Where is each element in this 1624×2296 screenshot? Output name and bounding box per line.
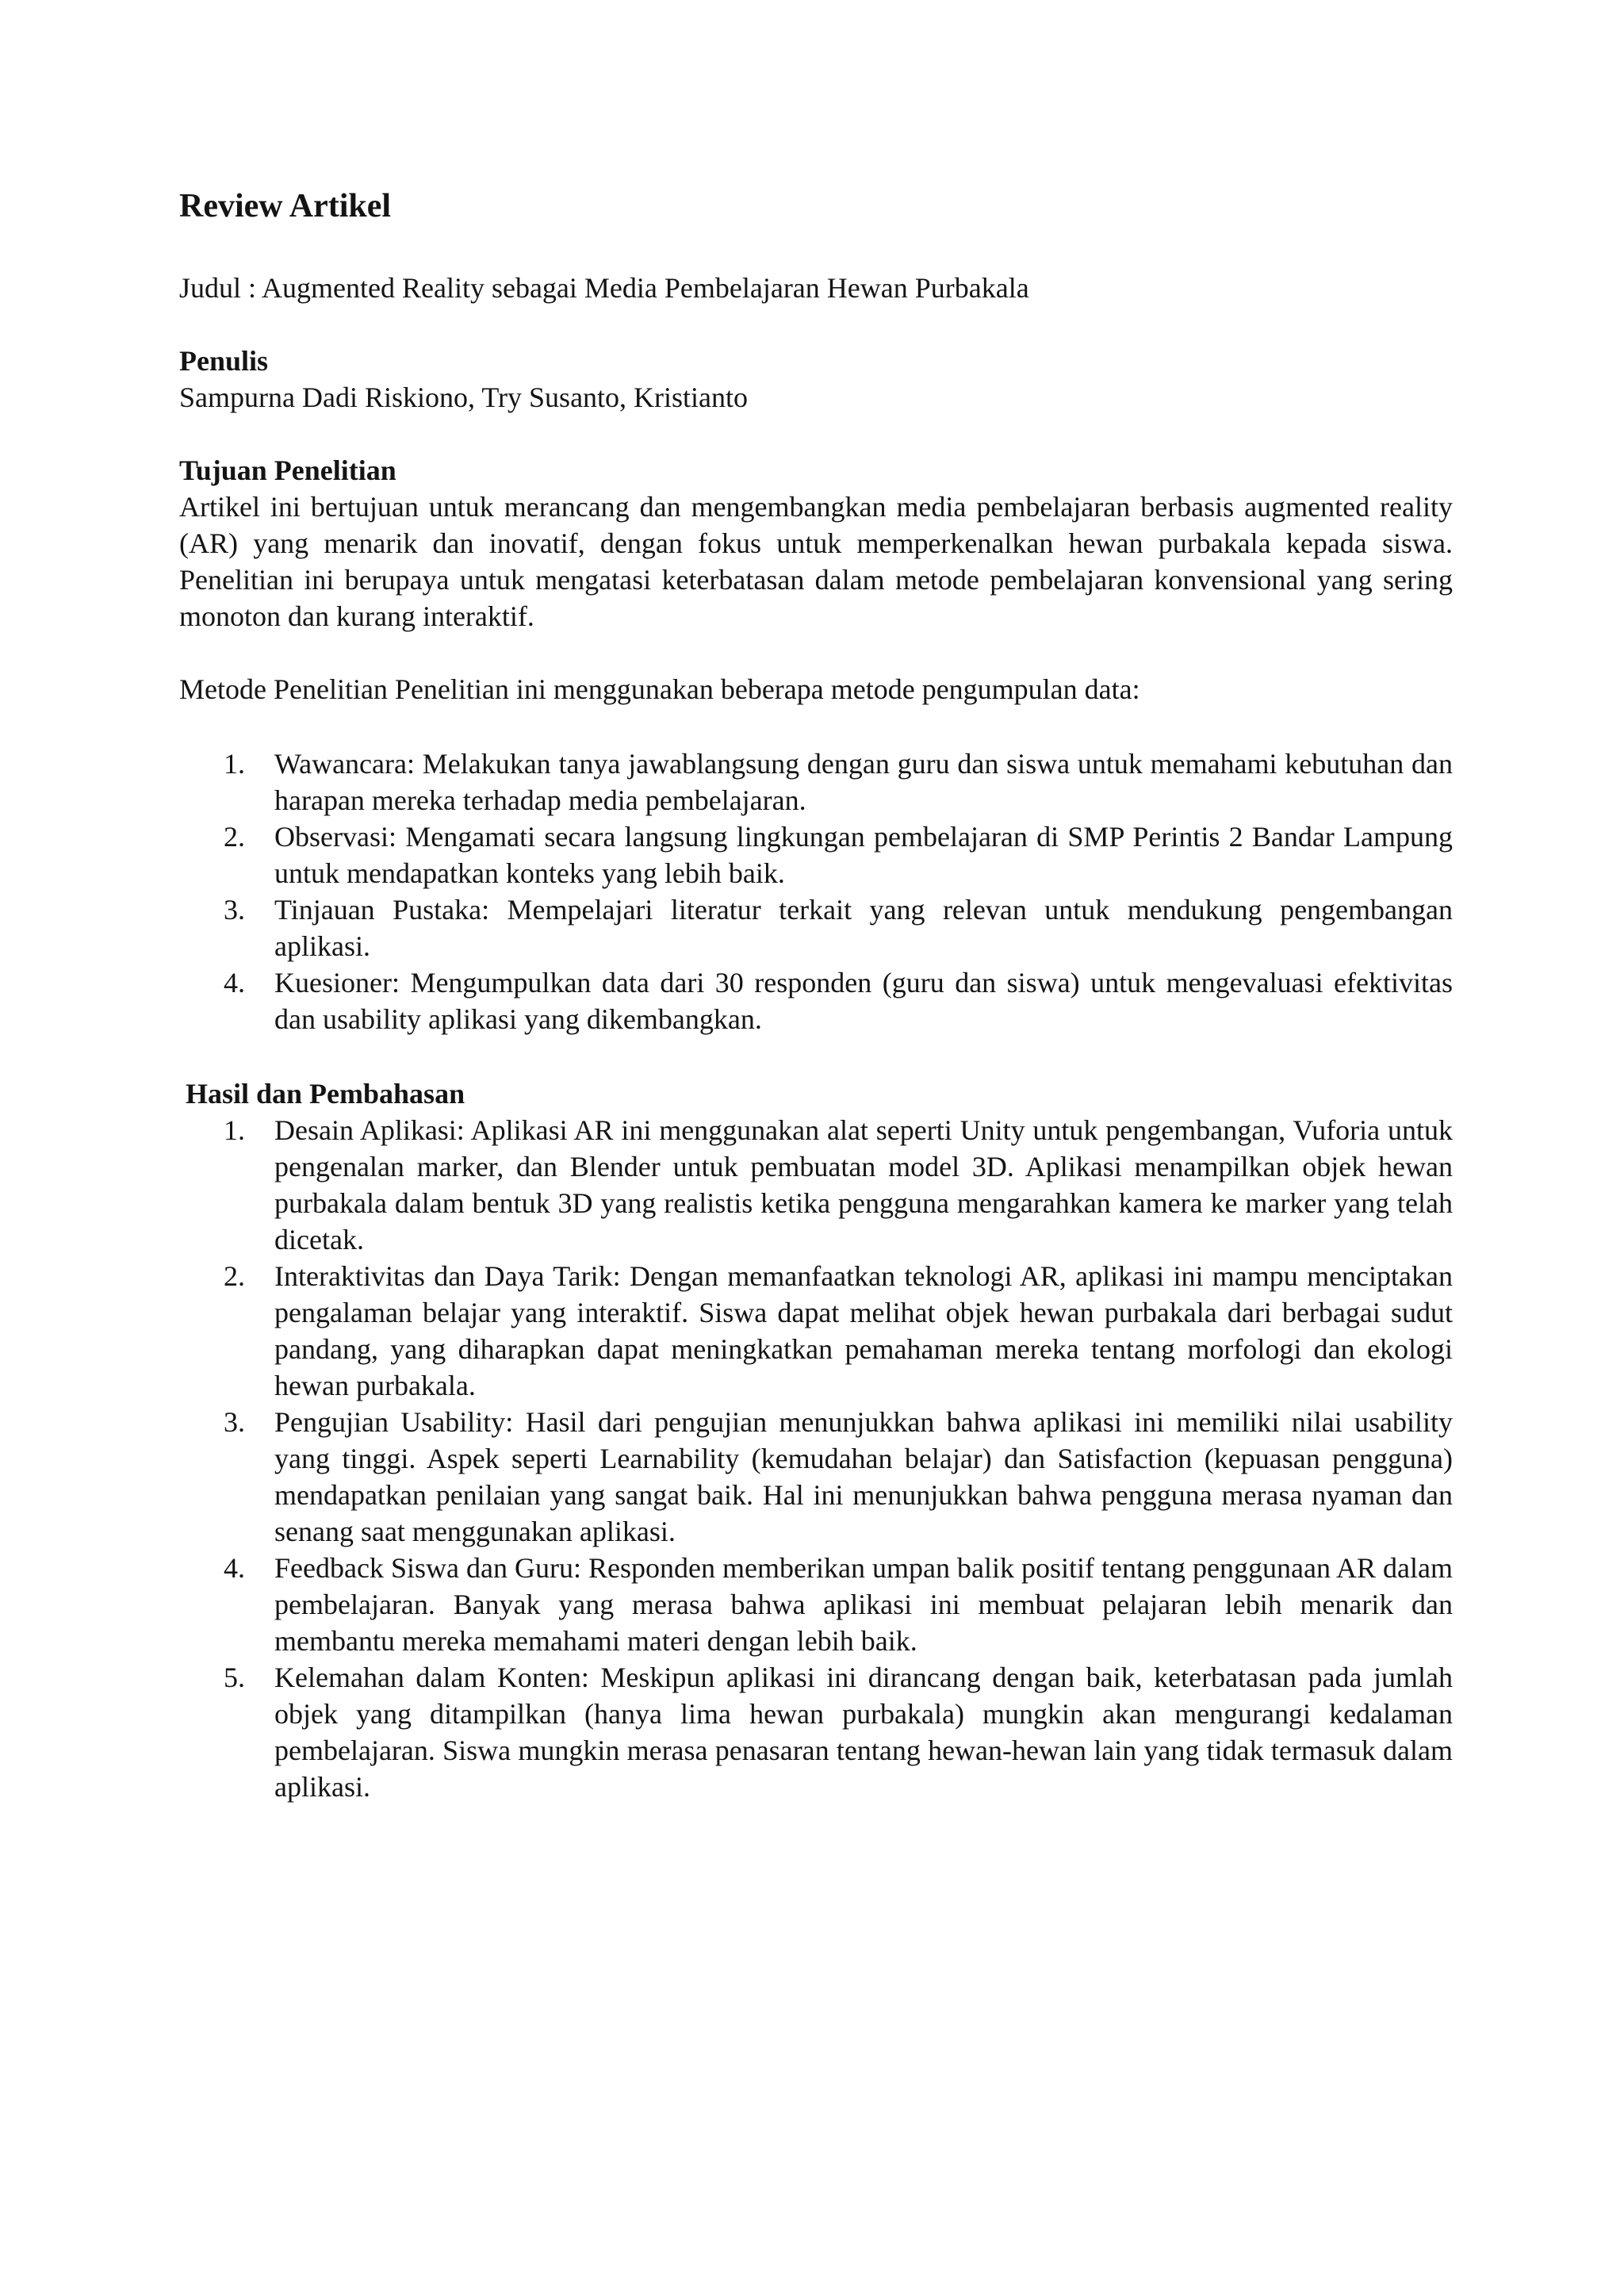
penulis-heading: Penulis	[179, 345, 269, 377]
list-item-text: Observasi: Mengamati secara langsung lingkungan pembelajaran di SMP Perintis 2 Bandar Lampung untuk mendapatkan konteks yang lebih baik.	[274, 821, 1453, 889]
list-number: 4.	[224, 1552, 245, 1584]
list-number: 2.	[224, 1260, 245, 1292]
hasil-list	[179, 1112, 1453, 1805]
list-number: 3.	[224, 894, 245, 926]
hasil-heading: Hasil dan Pembahasan	[186, 1078, 465, 1110]
spacer	[179, 634, 1453, 671]
spacer	[179, 1037, 1453, 1075]
list-item-text: Kuesioner: Mengumpulkan data dari 30 responden (guru dan siswa) untuk mengevaluasi efektivitas dan usability aplikasi yang dikembangkan.	[274, 967, 1453, 1035]
tujuan-heading: Tujuan Penelitian	[179, 454, 396, 486]
list-item-text: Kelemahan dalam Konten: Meskipun aplikasi ini dirancang dengan baik, keterbatasan pada jumlah objek yang ditampilkan (hanya lima hewan purbakala) mungkin akan mengurangi kedalaman pembelajaran. Siswa mungkin merasa penasaran tentang hewan-hewan lain yang tidak termasuk dalam aplikasi.	[274, 1662, 1453, 1803]
spacer	[179, 306, 1453, 343]
list-number: 1.	[224, 1114, 245, 1146]
list-item	[179, 1404, 1453, 1550]
list-number: 1.	[224, 748, 245, 780]
list-item	[179, 1550, 1453, 1659]
list-item-text: Tinjauan Pustaka: Mempelajari literatur terkait yang relevan untuk mendukung pengembangan aplikasi.	[274, 894, 1453, 962]
spacer	[179, 707, 1453, 746]
document-title: Review Artikel	[179, 188, 392, 224]
list-item	[179, 964, 1453, 1037]
list-item	[179, 1258, 1453, 1404]
list-item	[179, 1112, 1453, 1258]
metode-list	[179, 746, 1453, 1037]
list-item-text: Desain Aplikasi: Aplikasi AR ini menggunakan alat seperti Unity untuk pengembangan, Vuforia untuk pengenalan marker, dan Blender untuk pembuatan model 3D. Aplikasi menampilkan objek hewan purbakala dalam bentuk 3D yang realistis ketika pengguna mengarahkan kamera ke marker yang telah dicetak.	[274, 1114, 1453, 1255]
list-item-text: Feedback Siswa dan Guru: Responden memberikan umpan balik positif tentang penggunaan AR dalam pembelajaran. Banyak yang merasa bahwa aplikasi ini membuat pelajaran lebih menarik dan membantu mereka memahami materi dengan lebih baik.	[274, 1552, 1453, 1657]
list-item-text: Wawancara: Melakukan tanya jawablangsung dengan guru dan siswa untuk memahami kebutuhan dan harapan mereka terhadap media pembelajaran.	[274, 748, 1453, 816]
list-number: 5.	[224, 1662, 245, 1693]
list-item	[179, 818, 1453, 891]
list-number: 2.	[224, 821, 245, 853]
list-item	[179, 891, 1453, 964]
judul-line: Judul : Augmented Reality sebagai Media Pembelajaran Hewan Purbakala	[179, 272, 1029, 304]
list-item	[179, 746, 1453, 818]
penulis-text: Sampurna Dadi Riskiono, Try Susanto, Kristianto	[179, 381, 749, 413]
list-number: 4.	[224, 967, 245, 999]
list-item-text: Pengujian Usability: Hasil dari pengujian menunjukkan bahwa aplikasi ini memiliki nilai usability yang tinggi. Aspek seperti Learnability (kemudahan belajar) dan Satisfaction (kepuasan pengguna) mendapatkan penilaian yang sangat baik. Hal ini menunjukkan bahwa pengguna merasa nyaman dan senang saat menggunakan aplikasi.	[274, 1406, 1453, 1547]
spacer	[179, 416, 1453, 452]
document-page	[179, 184, 1453, 1805]
list-item	[179, 1659, 1453, 1805]
list-number: 3.	[224, 1406, 245, 1438]
tujuan-text: Artikel ini bertujuan untuk merancang dan mengembangkan media pembelajaran berbasis augmented reality (AR) yang menarik dan inovatif, dengan fokus untuk memperkenalkan hewan purbakala kepada siswa. Penelitian ini berupaya untuk mengatasi keterbatasan dalam metode pembelajaran konvensional yang sering monoton dan kurang interaktif.	[179, 491, 1453, 632]
metode-intro: Metode Penelitian Penelitian ini menggunakan beberapa metode pengumpulan data:	[179, 673, 1140, 705]
list-item-text: Interaktivitas dan Daya Tarik: Dengan memanfaatkan teknologi AR, aplikasi ini mampu menciptakan pengalaman belajar yang interaktif. Siswa dapat melihat objek hewan purbakala dari berbagai sudut pandang, yang diharapkan dapat meningkatkan pemahaman mereka tentang morfologi dan ekologi hewan purbakala.	[274, 1260, 1453, 1401]
